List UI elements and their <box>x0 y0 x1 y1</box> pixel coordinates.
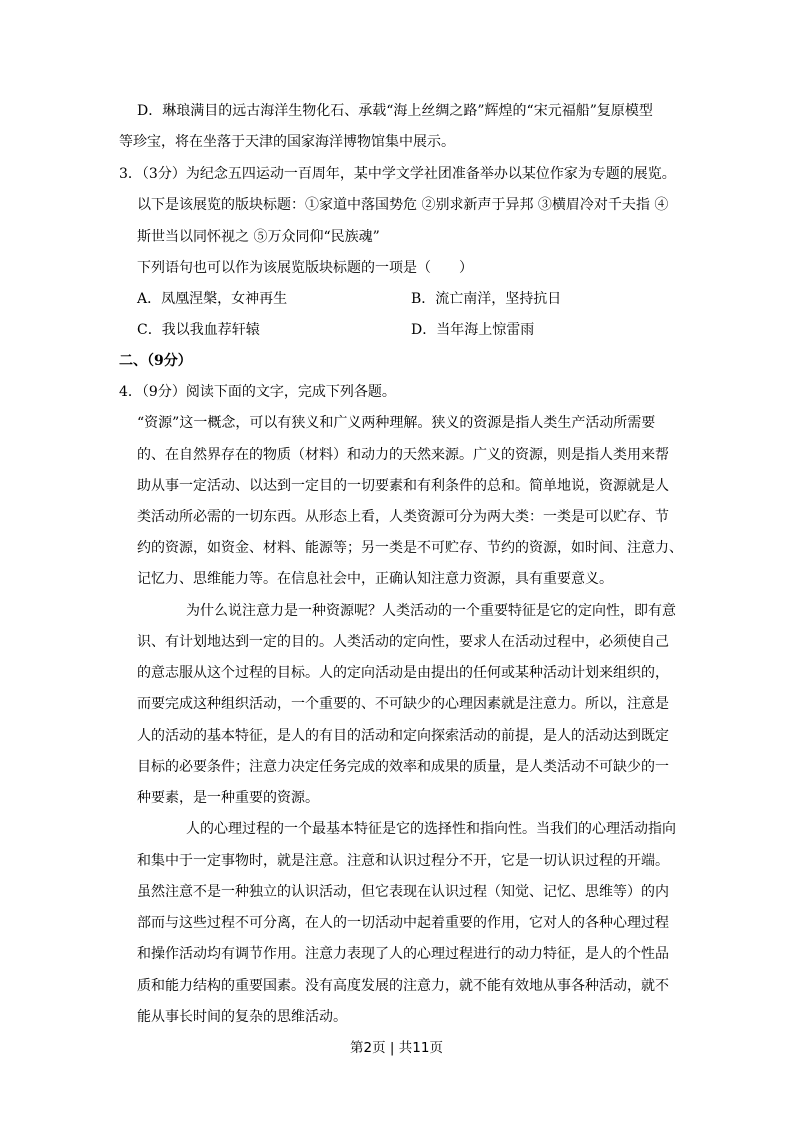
paragraph-line: 人的心理过程的一个最基本特征是它的选择性和指向性。当我们的心理活动指向 <box>186 821 676 837</box>
paragraph-line: 而要完成这种组织活动，一个重要的、不可缺少的心理因素就是注意力。所以，注意是 <box>137 696 669 712</box>
paragraph-line: 部而与这些过程不可分离，在人的一切活动中起着重要的作用，它对人的各种心理过程 <box>137 915 669 931</box>
paragraph-line: 质和能力结构的重要国素。没有高度发展的注意力，就不能有效地从事各种活动，就不 <box>137 978 669 994</box>
q2-option-d-line1: D．琳琅满目的远古海洋生物化石、承载“海上丝绸之路”辉煌的“宋元福船”复原模型 <box>137 103 653 119</box>
q3-option-d: D．当年海上惊雷雨 <box>411 322 535 338</box>
paragraph-line: 和操作活动均有调节作用。注意力表现了人的心理过程进行的动力特征，是人的个性品 <box>137 946 669 962</box>
paragraph-line: “资源”这一概念，可以有狭义和广义两种理解。狭义的资源是指人类生产活动所需要 <box>137 415 656 431</box>
paragraph-line: 和集中于一定事物时，就是注意。注意和认识过程分不开，它是一切认识过程的开端。 <box>137 853 669 869</box>
paragraph-line: 为什么说注意力是一种资源呢？人类活动的一个重要特征是它的定向性，即有意 <box>186 603 676 619</box>
paragraph-line: 约的资源，如资金、材料、能源等；另一类是不可贮存、节约的资源，如时间、注意力、 <box>137 540 683 556</box>
section-2-title: 二、（9分） <box>119 353 192 369</box>
paragraph-line: 能从事长时间的复杂的思维活动。 <box>137 1009 347 1025</box>
paragraph-line: 人的活动的基本特征，是人的有目的活动和定向探索活动的前提，是人的活动达到既定 <box>137 728 669 744</box>
paragraph-line: 虽然注意不是一种独立的认识活动，但它表现在认识过程（知觉、记忆、思维等）的内 <box>137 884 669 900</box>
q2-option-d-line2: 等珍宝，将在坐落于天津的国家海洋博物馆集中展示。 <box>119 134 455 150</box>
q3-line2: 以下是该展览的版块标题：①家道中落国势危 ②别求新声于异邦 ③横眉冷对千夫指 ④ <box>137 197 669 213</box>
paragraph-line: 识、有计划地达到一定的目的。人类活动的定向性，要求人在活动过程中，必须使自己 <box>137 634 669 650</box>
q3-question: 下列语句也可以作为该展览版块标题的一项是（ ） <box>137 260 473 276</box>
paragraph-line: 助从事一定活动、以达到一定目的一切要素和有利条件的总和。简单地说，资源就是人 <box>137 478 669 494</box>
q3-option-a: A．凤凰涅槃，女神再生 <box>137 291 288 307</box>
q3-stem: 3．（3分）为纪念五四运动一百周年，某中学文学社团准备举办以某位作家为专题的展览。 <box>119 166 676 182</box>
paragraph-line: 目标的必要条件；注意力决定任务完成的效率和成果的质量，是人类活动不可缺少的一 <box>137 759 669 775</box>
q4-stem: 4．（9分）阅读下面的文字，完成下列各题。 <box>119 384 396 400</box>
paragraph-line: 记忆力、思维能力等。在信息社会中，正确认知注意力资源，具有重要意义。 <box>137 571 613 587</box>
q3-option-c: C．我以我血荐轩辕 <box>137 322 260 338</box>
page-footer: 第2页 | 共11页 <box>350 1040 443 1056</box>
q3-option-b: B．流亡南洋，坚持抗日 <box>411 291 562 307</box>
paragraph-line: 类活动所必需的一切东西。从形态上看，人类资源可分为两大类：一类是可以贮存、节 <box>137 509 669 525</box>
paragraph-line: 种要素，是一种重要的资源。 <box>137 790 319 806</box>
paragraph-line: 的意志服从这个过程的目标。人的定向活动是由提出的任何或某种活动计划来组织的， <box>137 665 669 681</box>
q3-line3: 斯世当以同怀视之 ⑤万众同仰“民族魂” <box>137 229 380 245</box>
paragraph-line: 的、在自然界存在的物质（材料）和动力的天然来源。广义的资源，则是指人类用来帮 <box>137 447 669 463</box>
